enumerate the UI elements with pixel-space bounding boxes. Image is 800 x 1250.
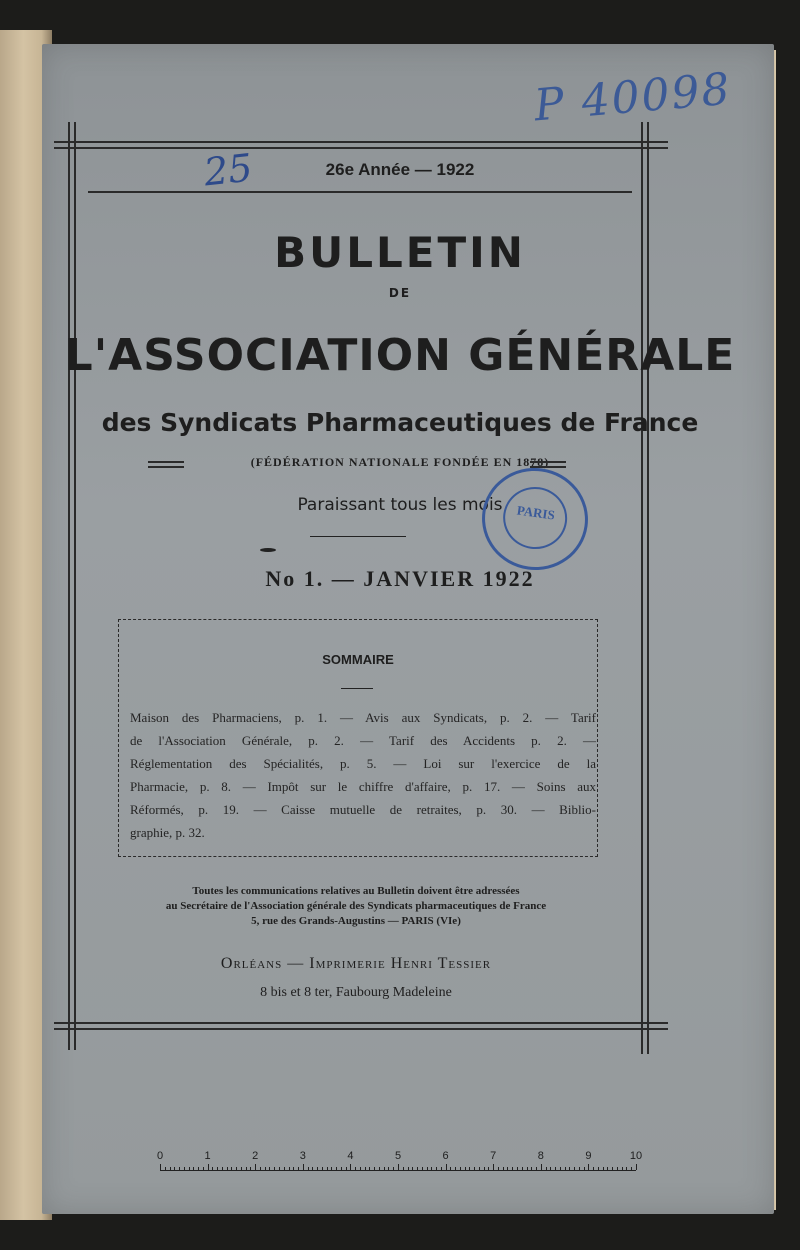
ruler-tick — [593, 1167, 594, 1170]
ruler-tick — [412, 1167, 413, 1170]
sommaire-title: SOMMAIRE — [322, 652, 394, 667]
ruler-label: 1 — [204, 1150, 211, 1162]
ruler-tick — [336, 1167, 337, 1170]
sommaire-contents — [130, 706, 596, 844]
bottom-border-rule — [54, 1022, 668, 1030]
ruler-tick — [427, 1167, 428, 1170]
ruler-tick — [231, 1167, 232, 1170]
ruler-tick — [365, 1167, 366, 1170]
printer-name: Orléans — Imprimerie Henri Tessier — [220, 955, 492, 972]
ruler-tick — [255, 1164, 256, 1170]
ruler-tick — [260, 1167, 261, 1170]
ruler-tick — [550, 1167, 551, 1170]
ruler-tick — [189, 1167, 190, 1170]
ruler-tick — [312, 1167, 313, 1170]
ruler-tick — [279, 1167, 280, 1170]
ruler-tick — [469, 1167, 470, 1170]
ruler-tick — [541, 1164, 542, 1170]
ruler-tick — [250, 1167, 251, 1170]
ruler-tick — [579, 1167, 580, 1170]
ruler-tick — [536, 1167, 537, 1170]
ruler-tick — [222, 1167, 223, 1170]
stamp-text: PARIS — [516, 502, 556, 523]
ruler-tick — [636, 1164, 637, 1170]
scale-ruler — [156, 1150, 643, 1174]
top-inner-rule — [88, 191, 632, 193]
subtitle-syndicats: des Syndicats Pharmaceutiques de France — [101, 408, 699, 437]
printer-address: 8 bis et 8 ter, Faubourg Madeleine — [260, 985, 452, 1000]
ruler-tick — [617, 1167, 618, 1170]
ruler-tick — [241, 1167, 242, 1170]
ruler-tick — [527, 1167, 528, 1170]
ruler-tick — [388, 1167, 389, 1170]
ruler-tick — [560, 1167, 561, 1170]
ruler-tick — [393, 1167, 394, 1170]
ruler-tick — [269, 1167, 270, 1170]
ruler-tick — [507, 1167, 508, 1170]
ruler-tick — [631, 1167, 632, 1170]
ruler-tick — [603, 1167, 604, 1170]
ruler-label: 5 — [394, 1150, 402, 1162]
ruler-tick — [446, 1164, 447, 1170]
ruler-label: 6 — [442, 1150, 449, 1162]
ruler-tick — [607, 1167, 608, 1170]
ruler-tick — [208, 1164, 209, 1170]
ruler-tick — [369, 1167, 370, 1170]
issue-number: No 1. — JANVIER 1922 — [265, 566, 535, 591]
ruler-tick — [622, 1167, 623, 1170]
ruler-tick — [360, 1167, 361, 1170]
ruler-tick — [193, 1167, 194, 1170]
ornament-dot — [260, 548, 276, 552]
sommaire-line: Maison des Pharmaciens, p. 1. — Avis aux Syndicats, p. 2. — Tarif — [130, 710, 596, 725]
ruler-tick — [350, 1164, 351, 1170]
ruler-tick — [460, 1167, 461, 1170]
ruler-tick — [398, 1164, 399, 1170]
ruler-tick — [598, 1167, 599, 1170]
ruler-tick — [317, 1167, 318, 1170]
ruler-tick — [588, 1164, 589, 1170]
ruler-tick — [584, 1167, 585, 1170]
ruler-tick — [341, 1167, 342, 1170]
ruler-tick — [289, 1167, 290, 1170]
ruler-tick — [327, 1167, 328, 1170]
ruler-tick — [465, 1167, 466, 1170]
ruler-tick — [265, 1167, 266, 1170]
ruler-tick — [403, 1167, 404, 1170]
ruler-tick — [308, 1167, 309, 1170]
ruler-tick — [184, 1167, 185, 1170]
ruler-tick — [246, 1167, 247, 1170]
ruler-tick — [431, 1167, 432, 1170]
ruler-tick — [565, 1167, 566, 1170]
ruler-tick — [436, 1167, 437, 1170]
ruler-tick — [522, 1167, 523, 1170]
ruler-tick — [227, 1167, 228, 1170]
sommaire-line: de l'Association Générale, p. 2. — Tarif des Accidents p. 2. — — [130, 733, 596, 748]
ruler-tick — [498, 1167, 499, 1170]
ruler-tick — [331, 1167, 332, 1170]
ruler-tick — [274, 1167, 275, 1170]
ruler-label: 2 — [252, 1150, 259, 1162]
ruler-label: 9 — [585, 1150, 592, 1162]
ruler-label: 0 — [156, 1150, 164, 1162]
handwritten-shelfmark: P 40098 — [532, 63, 734, 132]
ruler-tick — [450, 1167, 451, 1170]
title-bulletin: BULLETIN — [274, 228, 526, 277]
ruler-tick — [408, 1167, 409, 1170]
ruler-baseline — [160, 1170, 636, 1171]
sommaire-dash — [341, 688, 373, 689]
ruler-tick — [574, 1167, 575, 1170]
ruler-tick — [626, 1167, 627, 1170]
periodicity: Paraissant tous les mois — [297, 495, 503, 515]
ruler-tick — [212, 1167, 213, 1170]
ruler-label: 8 — [537, 1150, 544, 1162]
ruler-label: 7 — [490, 1150, 497, 1162]
year-line: 26e Année — 1922 — [325, 160, 475, 179]
ruler-tick — [160, 1164, 161, 1170]
ruler-tick — [493, 1164, 494, 1170]
sommaire-line: Réglementation des Spécialités, p. 5. — Loi sur l'exercice de la — [130, 756, 596, 771]
ruler-tick — [203, 1167, 204, 1170]
ruler-tick — [284, 1167, 285, 1170]
title-association: L'ASSOCIATION GÉNÉRALE — [64, 330, 736, 381]
ornament-rule — [310, 536, 406, 541]
ruler-tick — [174, 1167, 175, 1170]
ruler-label: 10 — [629, 1150, 643, 1162]
ruler-tick — [374, 1167, 375, 1170]
ruler-tick — [422, 1167, 423, 1170]
ruler-tick — [417, 1167, 418, 1170]
ruler-tick — [455, 1167, 456, 1170]
ruler-label: 3 — [299, 1150, 306, 1162]
handwritten-volume-number: 25 — [201, 145, 255, 195]
ruler-tick — [569, 1167, 570, 1170]
ruler-tick — [298, 1167, 299, 1170]
ruler-tick — [179, 1167, 180, 1170]
communications-line: Toutes les communications relatives au Bulletin doivent être adressées — [192, 885, 520, 897]
ruler-tick — [355, 1167, 356, 1170]
ruler-label: 4 — [347, 1150, 354, 1162]
top-border-rule — [54, 141, 668, 149]
ruler-tick — [517, 1167, 518, 1170]
ruler-tick — [293, 1167, 294, 1170]
communications-line: 5, rue des Grands-Augustins — PARIS (VIe) — [251, 915, 461, 927]
ruler-tick — [170, 1167, 171, 1170]
ruler-tick — [236, 1167, 237, 1170]
ruler-tick — [503, 1167, 504, 1170]
ruler-tick — [384, 1167, 385, 1170]
ruler-tick — [512, 1167, 513, 1170]
ruler-tick — [322, 1167, 323, 1170]
sommaire-line: Pharmacie, p. 8. — Impôt sur le chiffre d'affaire, p. 17. — Soins aux — [130, 779, 596, 794]
ruler-tick — [488, 1167, 489, 1170]
ruler-tick — [303, 1164, 304, 1170]
ruler-tick — [198, 1167, 199, 1170]
ruler-tick — [474, 1167, 475, 1170]
sommaire-line: Réformés, p. 19. — Caisse mutuelle de retraites, p. 30. — Biblio- — [130, 802, 596, 817]
ruler-tick — [441, 1167, 442, 1170]
ruler-tick — [479, 1167, 480, 1170]
title-de: DE — [388, 286, 412, 300]
ruler-tick — [484, 1167, 485, 1170]
ruler-tick — [346, 1167, 347, 1170]
communications-line: au Secrétaire de l'Association générale des Syndicats pharmaceutiques de France — [165, 900, 547, 912]
federation-note: (FÉDÉRATION NATIONALE FONDÉE EN 1878) — [250, 455, 550, 469]
ruler-tick — [612, 1167, 613, 1170]
ruler-tick — [379, 1167, 380, 1170]
ruler-tick — [217, 1167, 218, 1170]
ruler-tick — [555, 1167, 556, 1170]
ruler-tick — [531, 1167, 532, 1170]
ruler-tick — [165, 1167, 166, 1170]
sommaire-line: graphie, p. 32. — [130, 825, 205, 840]
ruler-tick — [546, 1167, 547, 1170]
